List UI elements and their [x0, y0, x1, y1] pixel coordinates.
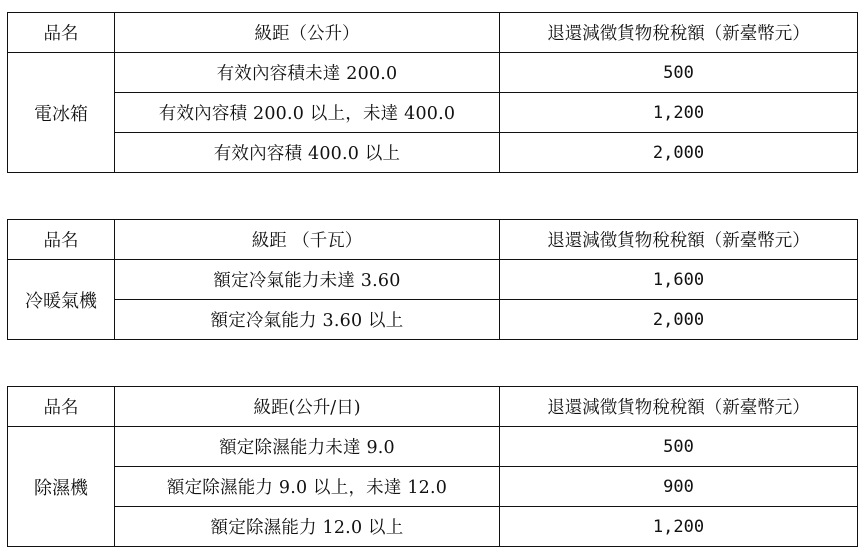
- table-row: [8, 427, 858, 467]
- table-row: [8, 300, 858, 340]
- table-header-row: [8, 387, 858, 427]
- tier-cell: 額定除濕能力 9.0 以上，未達 12.0: [115, 467, 500, 507]
- table-row: [8, 133, 858, 173]
- tier-cell: 有效內容積 400.0 以上: [115, 133, 500, 173]
- header-item: 品名: [8, 13, 115, 53]
- amount-cell: 500: [500, 53, 858, 93]
- amount-cell: 2,000: [500, 133, 858, 173]
- header-tier: 級距 （千瓦）: [115, 220, 500, 260]
- table-row: [8, 53, 858, 93]
- amount-cell: 1,600: [500, 260, 858, 300]
- tier-cell: 額定冷氣能力 3.60 以上: [115, 300, 500, 340]
- amount-cell: 900: [500, 467, 858, 507]
- header-amount: 退還減徵貨物稅稅額（新臺幣元）: [500, 13, 858, 53]
- table-row: [8, 93, 858, 133]
- tier-cell: 額定冷氣能力未達 3.60: [115, 260, 500, 300]
- table-row: [8, 507, 858, 547]
- air-conditioner-tax-table: [7, 219, 858, 340]
- table-row: [8, 467, 858, 507]
- table-header-row: [8, 13, 858, 53]
- header-amount: 退還減徵貨物稅稅額（新臺幣元）: [500, 220, 858, 260]
- category-cell: 除濕機: [8, 427, 115, 547]
- category-cell: 電冰箱: [8, 53, 115, 173]
- amount-cell: 1,200: [500, 93, 858, 133]
- refrigerator-tax-table: [7, 12, 858, 173]
- tier-cell: 額定除濕能力 12.0 以上: [115, 507, 500, 547]
- header-tier: 級距（公升）: [115, 13, 500, 53]
- header-item: 品名: [8, 220, 115, 260]
- amount-cell: 1,200: [500, 507, 858, 547]
- tier-cell: 有效內容積未達 200.0: [115, 53, 500, 93]
- tier-cell: 有效內容積 200.0 以上，未達 400.0: [115, 93, 500, 133]
- table-row: [8, 260, 858, 300]
- table-header-row: [8, 220, 858, 260]
- amount-cell: 500: [500, 427, 858, 467]
- dehumidifier-tax-table: [7, 386, 858, 547]
- header-tier: 級距(公升/日): [115, 387, 500, 427]
- category-cell: 冷暖氣機: [8, 260, 115, 340]
- tier-cell: 額定除濕能力未達 9.0: [115, 427, 500, 467]
- amount-cell: 2,000: [500, 300, 858, 340]
- header-amount: 退還減徵貨物稅稅額（新臺幣元）: [500, 387, 858, 427]
- header-item: 品名: [8, 387, 115, 427]
